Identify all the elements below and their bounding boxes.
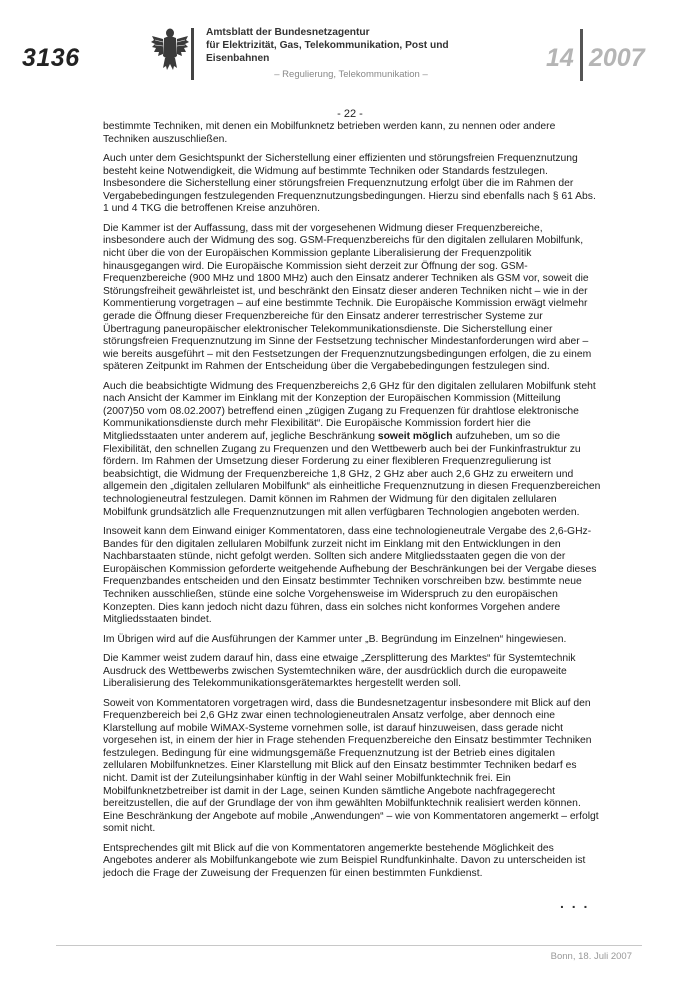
inner-page-number: - 22 - xyxy=(337,108,363,120)
footer-rule xyxy=(56,945,642,946)
paragraph-text: Die Kammer ist der Auffassung, dass mit der vorgesehenen Widmung dieser Frequenzbereiche, insbesondere auch der Widmung des sog. GSM-Frequenzbereichs für den digitalen zellularen Mobilfunk, nicht über die von der Europäischen Kommission geplante Liberalisierung der Frequenzpolitik hinausgegangen wird. Die Europäische Kommission sieht derzeit zur Öffnung der sog. GSM-Frequenzbereiche (900 MHz und 1800 MHz) auch den Einsatz anderer Techniken als GSM vor, soweit die Störungsfreiheit gewährleistet ist, und beschränkt den Einsatz dieser anderen Techniken nicht – wie in der Kommentierung vorgetragen – auf eine bestimmte Technik. Die Europäische Kommission erwägt vielmehr gerade die Öffnung dieser Frequenzbereiche für den Einsatz anderer terrestrischer Systeme zur Übertragung paneuropäischer elektronischer Telekommunikationsdienste. Die Sicherstellung einer störungsfreien Frequenznutzung im Sinne der Festsetzung technischer Mindestanforderungen wird aber – wie bereits ausgeführt – mit den Festsetzungen der Frequenznutzungsbedingungen erfolgen, die zu einem späteren Zeitpunkt im Rahmen der Entscheidung über die Vergabebedingungen festzulegen sind. xyxy=(103,222,592,373)
federal-eagle-logo xyxy=(150,26,190,78)
emphasis-text: soweit möglich xyxy=(377,431,453,443)
page-number: 3136 xyxy=(22,44,80,72)
paragraph xyxy=(103,843,601,881)
paragraph-text: Die Kammer weist zudem darauf hin, dass eine etwaige „Zersplitterung des Marktes“ für Systemtechnik Ausdruck des Wettbewerbs zwischen Systemtechniken wäre, der ausdrücklich durch die europaweite Liberalisierung des Telekommunikationsgerätemarktes hergestellt werden soll. xyxy=(103,652,576,690)
paragraph xyxy=(103,223,601,374)
paragraph-text: Insoweit kann dem Einwand einiger Kommentatoren, dass eine technologieneutrale Vergabe des 2,6-GHz-Bandes für den digitalen zellularen Mobilfunk zurzeit nicht im Einklang mit den Entwicklungen in den Nachbarstaaten stünde, nicht gefolgt werden. Sollten sich andere Mitgliedsstaaten gegen die von der Europäischen Kommission geforderte weitgehende Aufhebung der Beschränkungen bei der Vergabe dieses Frequenzbandes entscheiden und den Einsatz bestimmter Techniken vorschreiben bzw. bestimmte neue Techniken ausschließen, stünde eine solche Vorgehensweise im Widerspruch zu den europäischen Konzepten. Dies kann jedoch nicht dazu führen, dass ein solches nicht konformes Vorgehen andere Mitgliedsstaaten bindet. xyxy=(103,526,597,626)
paragraph-text: bestimmte Techniken, mit denen ein Mobilfunknetz betrieben werden kann, zu nennen oder andere Techniken auszuschließen. xyxy=(103,121,556,145)
footer-date: Bonn, 18. Juli 2007 xyxy=(550,951,632,962)
header-divider xyxy=(191,28,194,80)
body-text xyxy=(103,121,601,887)
paragraph-text: Soweit von Kommentatoren vorgetragen wird, dass die Bundesnetzagentur insbesondere mit Blick auf den Frequenzbereich bei 2,6 GHz zwar einen technologieneutralen Ansatz verfolge, aber dennoch eine Klarstellung auf mobile WiMAX-Systeme vornehmen solle, ist darauf hinzuweisen, dass gerade nicht vorgesehen ist, in einem der hier in Frage stehenden Frequenzbereiche den Einsatz bestimmter Techniken festzulegen. Bedingung für eine widmungsgemäße Frequenznutzung ist der Betrieb eines digitalen zellularen Mobilfunknetzes. Einer Klarstellung mit Blick auf den Einsatz bestimmter Techniken bedarf es nicht. Damit ist der Zuteilungsinhaber künftig in der Wahl seiner Mobilfunktechnik frei. Ein Mobilfunknetzbetreiber ist damit in der Lage, seinen Kunden sämtliche Angebote nachfragegerecht bereitzustellen, die auf der Grundlage der von ihm gewählten Mobilfunktechnik realisiert werden können. Eine Beschränkung der Angebote auf mobile „Anwendungen“ – wie von Kommentatoren angemerkt – erfolgt somit nicht. xyxy=(103,697,599,835)
paragraph-text: Im Übrigen wird auf die Ausführungen der Kammer unter „B. Begründung im Einzelnen“ hingewiesen. xyxy=(103,633,567,645)
masthead-scope: für Elektrizität, Gas, Telekommunikation, Post und Eisenbahnen xyxy=(206,40,449,64)
masthead-title: Amtsblatt der Bundesnetzagentur xyxy=(206,27,370,38)
paragraph xyxy=(103,634,601,647)
masthead xyxy=(206,26,506,80)
paragraph-text: Entsprechendes gilt mit Blick auf die von Kommentatoren angemerkte bestehende Möglichkeit des Angebotes anderer als Mobilfunkangebote wie zum Beispiel Rundfunkinhalte. Davon zu unterscheiden ist jedoch die Frage der Zuweisung der Frequenzen für einen bestimmten Funkdienst. xyxy=(103,842,586,880)
issue-year: 2007 xyxy=(589,44,645,72)
paragraph xyxy=(103,121,601,146)
issue-divider xyxy=(580,29,583,81)
paragraph xyxy=(103,698,601,837)
paragraph xyxy=(103,153,601,216)
paragraph xyxy=(103,381,601,520)
paragraph xyxy=(103,526,601,627)
continuation-marker: . . . xyxy=(560,895,590,911)
issue-number: 14 xyxy=(546,44,574,72)
paragraph-text: Auch unter dem Gesichtspunkt der Sicherstellung einer effizienten und störungsfreien Frequenznutzung besteht keine Notwendigkeit, die Widmung auf bestimmte Techniken oder Standards festzulegen. Insbesondere die Sicherstellung einer störungsfreien Frequenznutzung erfolgt über die im Rahmen der Vergabebedingungen festzulegenden Frequenznutzungsbedingungen. Hierzu sind ebenfalls nach § 61 Abs. 1 und 4 TKG die betroffenen Kreise anzuhören. xyxy=(103,152,596,215)
paragraph-text: aufzuheben, um so die Flexibilität, den schnellen Zugang zu Frequenzen und den Wettbewerb auch bei der Funkinfrastruktur zu fördern. Im Rahmen der Umsetzung dieser Forderung zu einer flexibleren Frequenzregulierung ist beabsichtigt, die Widmung der Frequenzbereiche 1,8 GHz, 2 GHz aber auch 2,6 GHz zu erweitern und allgemein den „digitalen zellularen Mobilfunk“ als einheitliche Frequenznutzung in diesen Frequenzbereichen technologieneutral festzulegen. Damit können im Rahmen der Widmung für den digitalen zellularen Mobilfunk grundsätzlich alle Frequenznutzungen mit allen verfügbaren Technologien angeboten werden. xyxy=(103,431,601,518)
paragraph-text: Auch die beabsichtigte Widmung des Frequenzbereichs 2,6 GHz für den digitalen zellularen Mobilfunk steht nach Ansicht der Kammer im Einklang mit der Konzeption der Europäischen Kommission (Mitteilung (2007)50 vom 08.02.2007) betreffend einen „zügigen Zugang zu Frequenzen für drahtlose elektronische Kommunikationsdienste durch mehr Flexibilität“. Die Europäische Kommission fordert hier die Mitgliedsstaaten unter anderem auf, jegliche Beschränkung xyxy=(103,380,596,443)
paragraph xyxy=(103,653,601,691)
masthead-subtitle: – Regulierung, Telekommunikation – xyxy=(274,69,428,80)
